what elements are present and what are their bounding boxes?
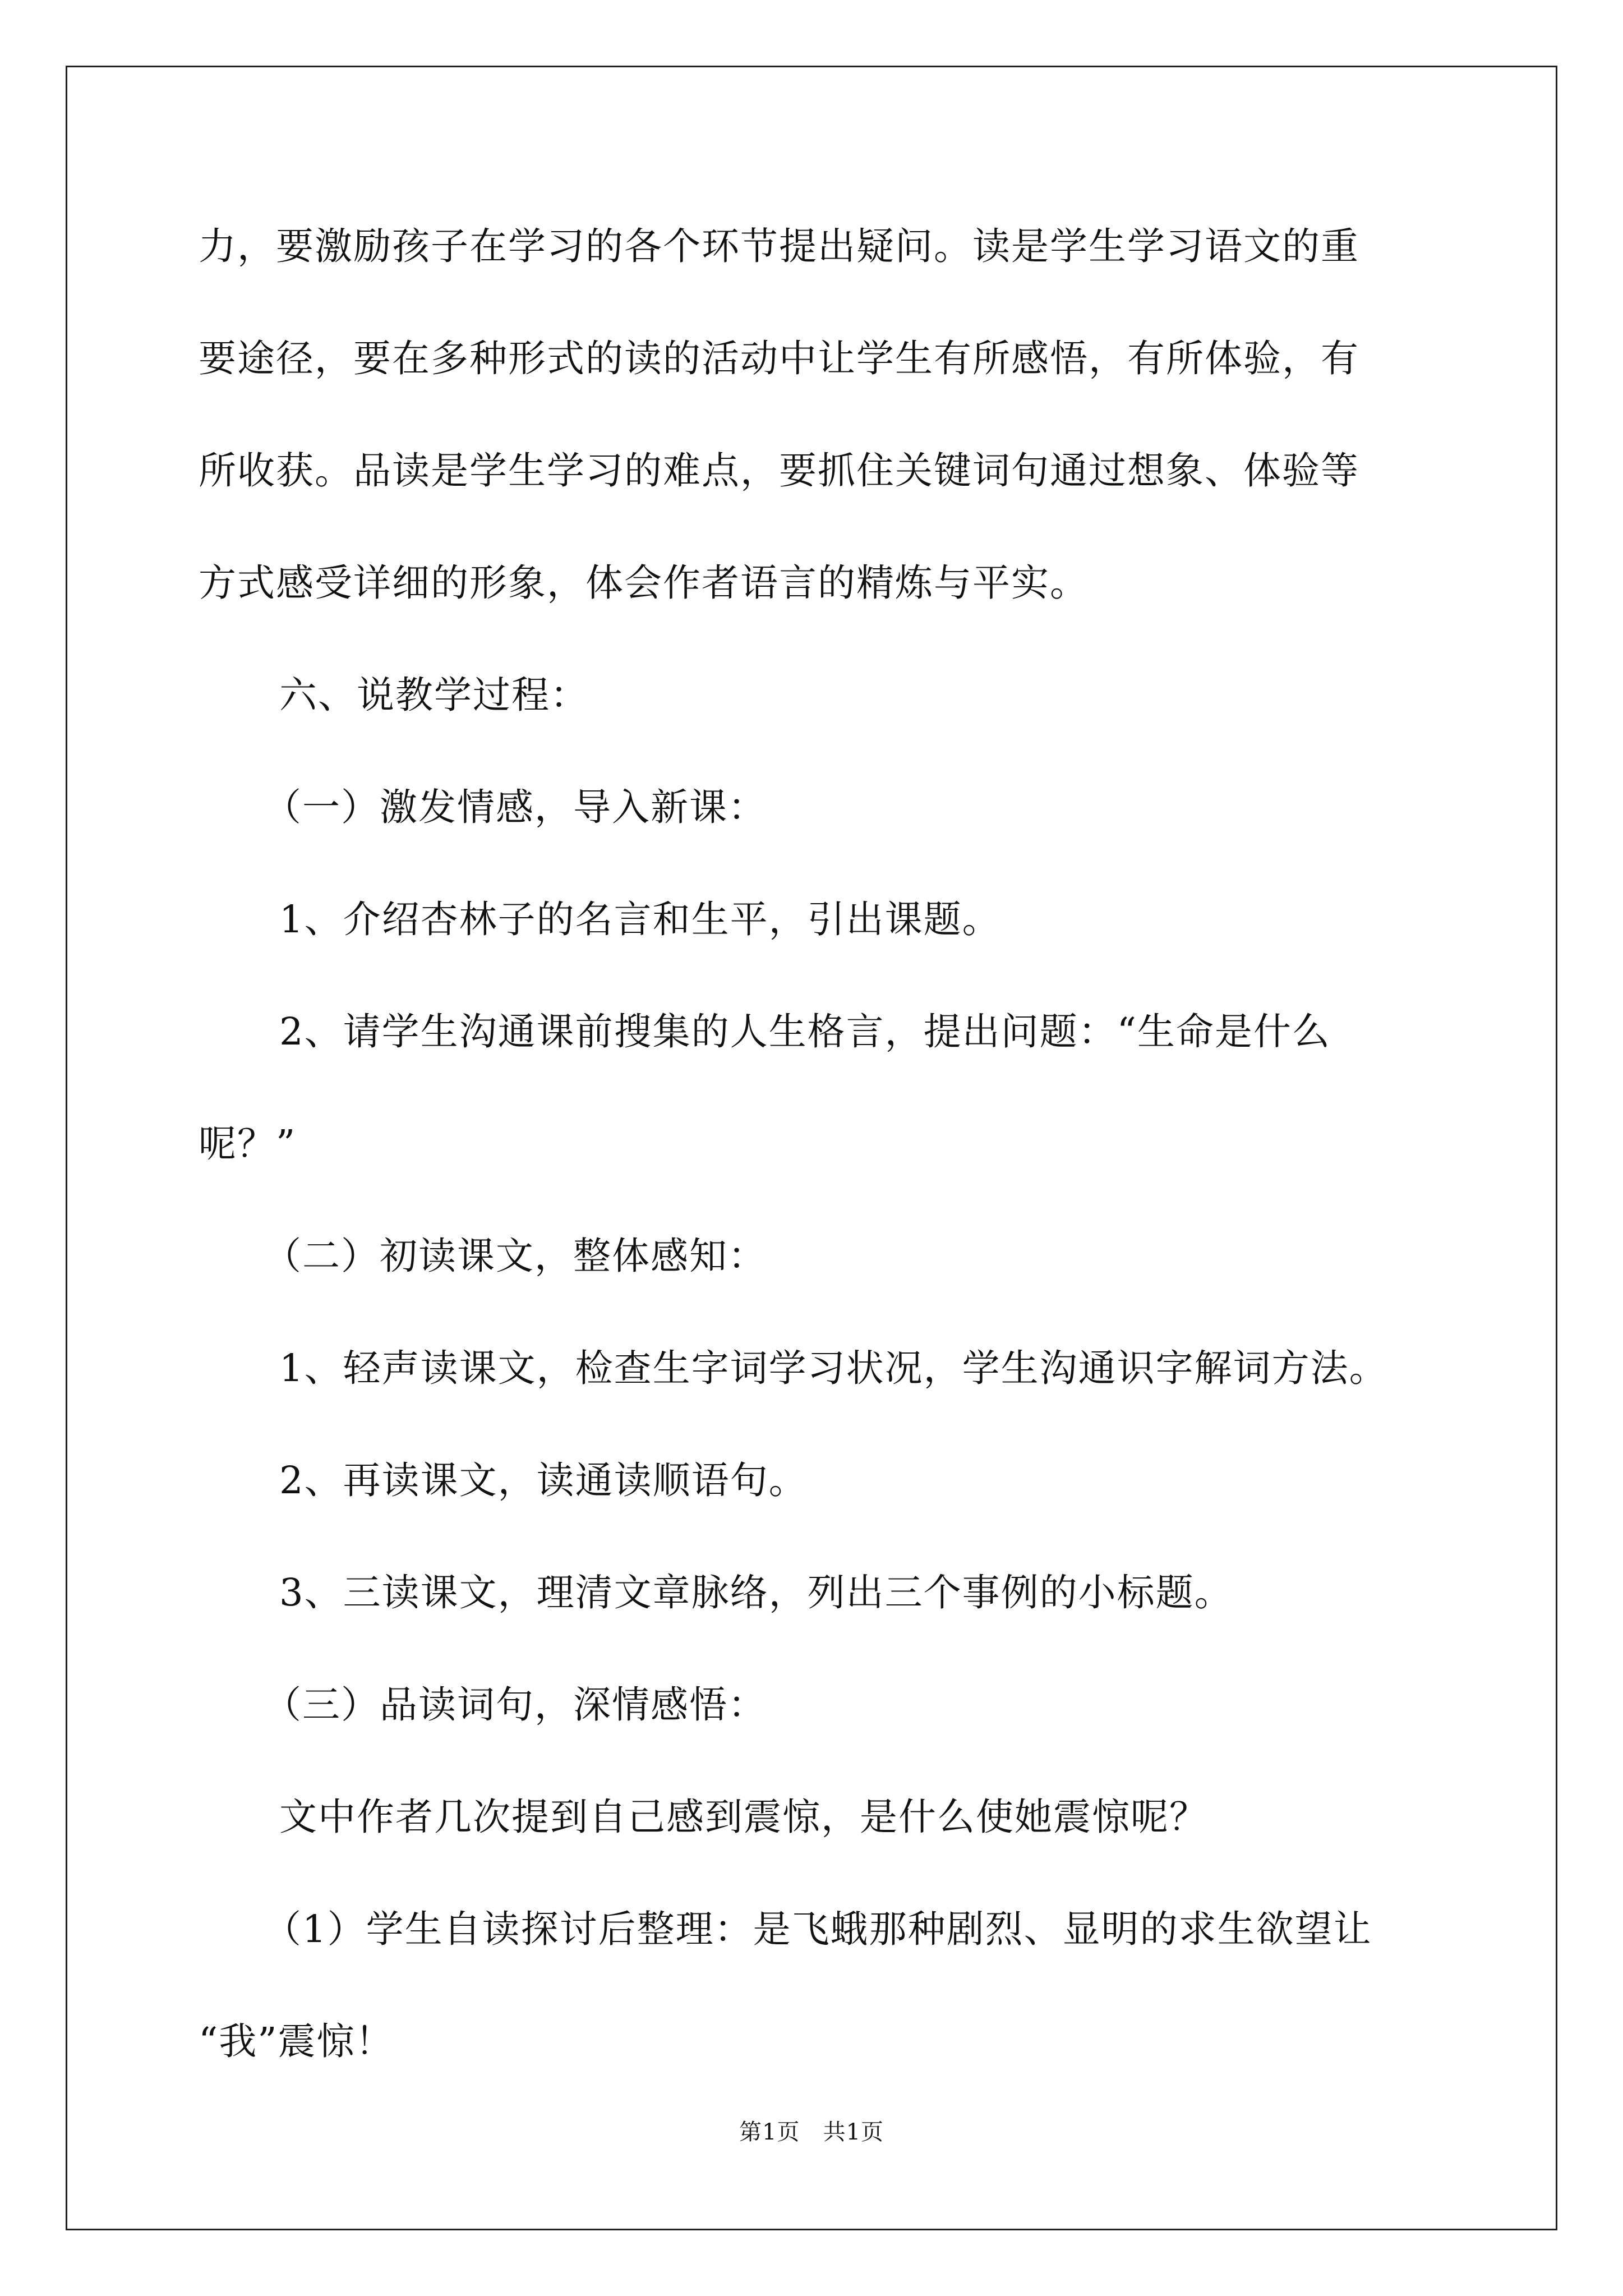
text-line: 力，要激励孩子在学习的各个环节提出疑问。读是学生学习语文的重 xyxy=(199,224,1359,268)
page-number: 第1页 xyxy=(739,2119,800,2145)
list-item: （1）学生自读探讨后整理：是飞蛾那种剧烈、显明的求生欲望让 xyxy=(264,1907,1372,1951)
text-line: 方式感受详细的形象，体会作者语言的精炼与平实。 xyxy=(199,561,1089,605)
page-footer xyxy=(0,2118,1623,2146)
subsection-heading: （二）初读课文，整体感知： xyxy=(264,1234,767,1278)
page-total: 共1页 xyxy=(823,2119,884,2145)
list-item: 1、介绍杏林子的名言和生平，引出课题。 xyxy=(279,898,1001,941)
text-line: 所收获。品读是学生学习的难点，要抓住关键词句通过想象、体验等 xyxy=(199,449,1359,493)
list-item: 1、轻声读课文，检查生字词学习状况，学生沟通识字解词方法。 xyxy=(279,1346,1388,1390)
list-item: 2、再读课文，读通读顺语句。 xyxy=(279,1458,808,1502)
list-item: 3、三读课文，理清文章脉络，列出三个事例的小标题。 xyxy=(279,1571,1233,1614)
paragraph: 文中作者几次提到自己感到震惊，是什么使她震惊呢？ xyxy=(279,1795,1208,1839)
text-line: “我”震惊！ xyxy=(199,2019,394,2063)
subsection-heading: （三）品读词句，深情感悟： xyxy=(264,1683,767,1727)
list-item: 2、请学生沟通课前搜集的人生格言，提出问题：“生命是什么 xyxy=(279,1010,1331,1053)
subsection-heading: （一）激发情感，导入新课： xyxy=(264,785,767,829)
text-line: 要途径，要在多种形式的读的活动中让学生有所感悟，有所体验，有 xyxy=(199,337,1359,380)
section-heading: 六、说教学过程： xyxy=(279,673,589,717)
text-line: 呢？” xyxy=(199,1122,297,1166)
